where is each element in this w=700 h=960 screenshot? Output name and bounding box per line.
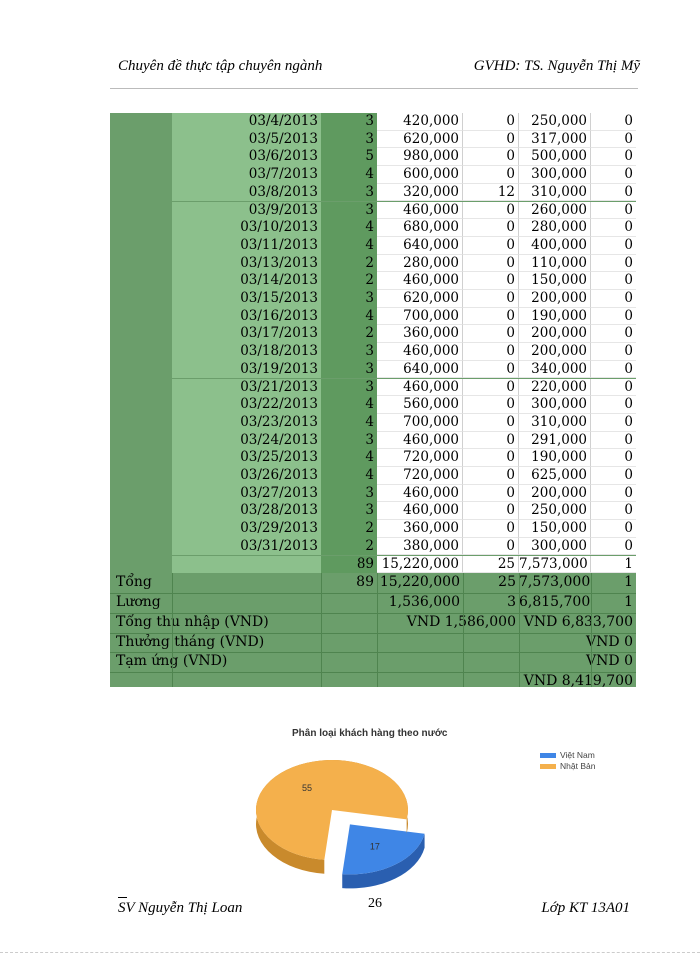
amount-cell: 280,000	[519, 219, 591, 237]
date-cell	[172, 556, 321, 574]
flag-cell: 0	[591, 325, 636, 343]
amount-cell: 150,000	[519, 520, 591, 538]
grid-line	[110, 652, 636, 653]
row-spacer-cell	[110, 308, 172, 326]
grid-line	[519, 573, 520, 687]
date-cell: 03/22/2013	[172, 396, 321, 414]
amount-cell: 250,000	[519, 502, 591, 520]
count-cell: 4	[321, 237, 377, 255]
revenue-cell: 640,000	[377, 361, 463, 379]
qty-cell: 0	[463, 255, 519, 273]
summary-row-advance	[110, 652, 636, 672]
count-cell: 4	[321, 396, 377, 414]
amount-cell: 300,000	[519, 166, 591, 184]
qty-cell: 0	[463, 343, 519, 361]
flag-cell: 0	[591, 272, 636, 290]
row-spacer-cell	[110, 237, 172, 255]
row-spacer-cell	[110, 148, 172, 166]
summary-row-final	[110, 672, 636, 687]
page-bottom-rule	[0, 952, 700, 953]
date-cell: 03/5/2013	[172, 131, 321, 149]
grid-line	[110, 613, 636, 614]
count-cell: 2	[321, 325, 377, 343]
table-row	[110, 166, 636, 184]
count-cell: 3	[321, 432, 377, 450]
advance-value: VND 0	[586, 653, 633, 670]
flag-cell: 0	[591, 396, 636, 414]
qty-cell: 0	[463, 113, 519, 131]
page-number: 26	[368, 896, 382, 911]
pie-svg	[240, 720, 640, 900]
table-row	[110, 113, 636, 131]
summary-row-tong	[110, 573, 636, 593]
table-row	[110, 184, 636, 202]
count-cell: 4	[321, 449, 377, 467]
table-row	[110, 556, 636, 574]
qty-cell: 0	[463, 432, 519, 450]
date-cell: 03/29/2013	[172, 520, 321, 538]
date-cell: 03/11/2013	[172, 237, 321, 255]
count-cell: 2	[321, 538, 377, 556]
row-spacer-cell	[110, 520, 172, 538]
row-spacer-cell	[110, 290, 172, 308]
date-cell: 03/31/2013	[172, 538, 321, 556]
row-spacer-cell	[110, 219, 172, 237]
footer-student: SV Nguyễn Thị Loan	[118, 900, 243, 916]
flag-cell: 0	[591, 308, 636, 326]
qty-cell: 0	[463, 379, 519, 397]
count-cell: 5	[321, 148, 377, 166]
amount-cell: 200,000	[519, 343, 591, 361]
revenue-cell: 280,000	[377, 255, 463, 273]
flag-cell: 0	[591, 166, 636, 184]
grid-line	[377, 573, 378, 687]
legend-item-viet-nam	[540, 750, 595, 761]
amount-cell: 200,000	[519, 325, 591, 343]
amount-cell: 190,000	[519, 449, 591, 467]
revenue-cell: 620,000	[377, 131, 463, 149]
count-cell: 3	[321, 290, 377, 308]
flag-cell: 0	[591, 361, 636, 379]
revenue-cell: 320,000	[377, 184, 463, 202]
date-cell: 03/24/2013	[172, 432, 321, 450]
row-spacer-cell	[110, 255, 172, 273]
table-row	[110, 219, 636, 237]
table-row	[110, 485, 636, 503]
amount-cell: 300,000	[519, 538, 591, 556]
summary-count: 89	[356, 574, 374, 591]
revenue-cell: 460,000	[377, 343, 463, 361]
revenue-cell: 460,000	[377, 432, 463, 450]
row-spacer-cell	[110, 202, 172, 220]
flag-cell: 0	[591, 379, 636, 397]
table-row	[110, 237, 636, 255]
amount-cell: 110,000	[519, 255, 591, 273]
summary-label: Lương	[116, 594, 161, 610]
table-row	[110, 467, 636, 485]
revenue-cell: 460,000	[377, 502, 463, 520]
qty-cell: 0	[463, 131, 519, 149]
row-spacer-cell	[110, 343, 172, 361]
total-income-right: VND 6,833,700	[523, 613, 633, 630]
table-row	[110, 202, 636, 220]
qty-cell: 0	[463, 325, 519, 343]
amount-cell: 340,000	[519, 361, 591, 379]
table-row	[110, 131, 636, 149]
amount-cell: 200,000	[519, 290, 591, 308]
date-cell: 03/25/2013	[172, 449, 321, 467]
date-cell: 03/8/2013	[172, 184, 321, 202]
count-cell: 3	[321, 361, 377, 379]
revenue-cell: 15,220,000	[377, 556, 463, 574]
legend-label-nhat-ban: Nhật Bản	[560, 761, 596, 771]
amount-cell: 291,000	[519, 432, 591, 450]
date-cell: 03/15/2013	[172, 290, 321, 308]
qty-cell: 0	[463, 538, 519, 556]
count-cell: 3	[321, 202, 377, 220]
flag-cell: 0	[591, 290, 636, 308]
header-left-title: Chuyên đề thực tập chuyên ngành	[118, 58, 323, 74]
flag-cell: 0	[591, 538, 636, 556]
table-row	[110, 449, 636, 467]
count-cell: 4	[321, 166, 377, 184]
revenue-cell: 460,000	[377, 485, 463, 503]
revenue-cell: 980,000	[377, 148, 463, 166]
qty-cell: 0	[463, 237, 519, 255]
count-cell: 3	[321, 379, 377, 397]
amount-cell: 400,000	[519, 237, 591, 255]
table-row	[110, 538, 636, 556]
count-cell: 2	[321, 520, 377, 538]
grid-line	[110, 672, 636, 673]
date-cell: 03/17/2013	[172, 325, 321, 343]
table-row	[110, 432, 636, 450]
grid-line	[110, 593, 636, 594]
amount-cell: 260,000	[519, 202, 591, 220]
row-spacer-cell	[110, 502, 172, 520]
grid-line	[591, 573, 592, 687]
qty-cell: 0	[463, 502, 519, 520]
table-row	[110, 361, 636, 379]
date-cell: 03/21/2013	[172, 379, 321, 397]
revenue-cell: 460,000	[377, 379, 463, 397]
row-spacer-cell	[110, 184, 172, 202]
count-cell: 3	[321, 343, 377, 361]
salary-amount: 6,815,700	[519, 594, 591, 610]
flag-cell: 0	[591, 113, 636, 131]
salary-revenue: 1,536,000	[388, 594, 460, 610]
qty-cell: 0	[463, 308, 519, 326]
count-cell: 4	[321, 467, 377, 485]
summary-label: Tạm ứng (VND)	[116, 653, 228, 670]
amount-cell: 150,000	[519, 272, 591, 290]
footer-mark	[118, 897, 127, 898]
amount-cell: 250,000	[519, 113, 591, 131]
date-cell: 03/26/2013	[172, 467, 321, 485]
table-row	[110, 343, 636, 361]
summary-label: Tổng	[116, 574, 152, 591]
row-spacer-cell	[110, 379, 172, 397]
table-row	[110, 520, 636, 538]
salary-flag: 1	[624, 594, 633, 610]
row-spacer-cell	[110, 556, 172, 574]
flag-cell: 0	[591, 184, 636, 202]
count-cell: 4	[321, 308, 377, 326]
grid-line	[463, 573, 464, 687]
summary-revenue: 15,220,000	[379, 574, 460, 591]
revenue-cell: 720,000	[377, 467, 463, 485]
amount-cell: 220,000	[519, 379, 591, 397]
row-spacer-cell	[110, 113, 172, 131]
qty-cell: 0	[463, 166, 519, 184]
row-spacer-cell	[110, 432, 172, 450]
flag-cell: 0	[591, 255, 636, 273]
flag-cell: 1	[591, 556, 636, 574]
legend-swatch-viet-nam	[540, 753, 556, 758]
flag-cell: 0	[591, 131, 636, 149]
header-rule	[110, 88, 638, 89]
date-cell: 03/9/2013	[172, 202, 321, 220]
qty-cell: 0	[463, 148, 519, 166]
summary-flag: 1	[624, 574, 633, 591]
amount-cell: 500,000	[519, 148, 591, 166]
amount-cell: 625,000	[519, 467, 591, 485]
flag-cell: 0	[591, 502, 636, 520]
pie-label-viet-nam: 17	[369, 841, 380, 852]
grid-line	[321, 573, 322, 687]
table-row	[110, 379, 636, 397]
qty-cell: 0	[463, 520, 519, 538]
count-cell: 4	[321, 414, 377, 432]
flag-cell: 0	[591, 432, 636, 450]
revenue-cell: 640,000	[377, 237, 463, 255]
flag-cell: 0	[591, 467, 636, 485]
qty-cell: 12	[463, 184, 519, 202]
header-right-advisor: GVHD: TS. Nguyễn Thị Mỹ	[473, 58, 640, 74]
salary-qty: 3	[507, 594, 516, 610]
qty-cell: 0	[463, 202, 519, 220]
table-row	[110, 414, 636, 432]
row-spacer-cell	[110, 538, 172, 556]
qty-cell: 0	[463, 467, 519, 485]
count-cell: 3	[321, 184, 377, 202]
count-cell: 3	[321, 502, 377, 520]
row-spacer-cell	[110, 272, 172, 290]
count-cell: 2	[321, 272, 377, 290]
count-cell: 2	[321, 255, 377, 273]
count-cell: 3	[321, 131, 377, 149]
revenue-cell: 380,000	[377, 538, 463, 556]
summary-amount: 7,573,000	[519, 574, 591, 591]
table-row	[110, 290, 636, 308]
date-cell: 03/13/2013	[172, 255, 321, 273]
count-cell: 3	[321, 113, 377, 131]
footer-class: Lớp KT 13A01	[541, 900, 630, 916]
revenue-cell: 360,000	[377, 325, 463, 343]
grid-line	[172, 573, 173, 687]
qty-cell: 0	[463, 290, 519, 308]
summary-label: Tổng thu nhập (VND)	[116, 613, 269, 630]
revenue-cell: 360,000	[377, 520, 463, 538]
revenue-cell: 680,000	[377, 219, 463, 237]
amount-cell: 190,000	[519, 308, 591, 326]
flag-cell: 0	[591, 485, 636, 503]
amount-cell: 7,573,000	[519, 556, 591, 574]
flag-cell: 0	[591, 237, 636, 255]
row-spacer-cell	[110, 325, 172, 343]
table-row	[110, 502, 636, 520]
date-cell: 03/6/2013	[172, 148, 321, 166]
date-cell: 03/27/2013	[172, 485, 321, 503]
final-value: VND 8,419,700	[523, 673, 633, 687]
flag-cell: 0	[591, 148, 636, 166]
row-spacer-cell	[110, 467, 172, 485]
legend-item-nhat-ban	[540, 761, 595, 772]
revenue-cell: 420,000	[377, 113, 463, 131]
flag-cell: 0	[591, 520, 636, 538]
flag-cell: 0	[591, 414, 636, 432]
amount-cell: 200,000	[519, 485, 591, 503]
date-cell: 03/7/2013	[172, 166, 321, 184]
date-cell: 03/18/2013	[172, 343, 321, 361]
table-row	[110, 396, 636, 414]
qty-cell: 0	[463, 272, 519, 290]
total-income-mid: VND 1,586,000	[406, 613, 516, 630]
revenue-cell: 560,000	[377, 396, 463, 414]
row-spacer-cell	[110, 166, 172, 184]
qty-cell: 0	[463, 396, 519, 414]
summary-qty: 25	[498, 574, 516, 591]
summary-row-bonus	[110, 633, 636, 653]
qty-cell: 0	[463, 414, 519, 432]
table-row	[110, 148, 636, 166]
amount-cell: 300,000	[519, 396, 591, 414]
table-row	[110, 325, 636, 343]
date-cell: 03/23/2013	[172, 414, 321, 432]
date-cell: 03/28/2013	[172, 502, 321, 520]
legend-label-viet-nam: Việt Nam	[560, 750, 595, 760]
summary-row-luong	[110, 593, 636, 613]
count-cell: 3	[321, 485, 377, 503]
qty-cell: 25	[463, 556, 519, 574]
grid-line	[110, 633, 636, 634]
legend-swatch-nhat-ban	[540, 764, 556, 769]
pie-label-nhat-ban: 55	[302, 782, 313, 793]
row-spacer-cell	[110, 414, 172, 432]
amount-cell: 317,000	[519, 131, 591, 149]
date-cell: 03/16/2013	[172, 308, 321, 326]
date-cell: 03/4/2013	[172, 113, 321, 131]
income-table	[110, 113, 636, 687]
revenue-cell: 460,000	[377, 202, 463, 220]
customer-pie-chart	[240, 720, 640, 900]
qty-cell: 0	[463, 219, 519, 237]
summary-row-total-income	[110, 613, 636, 633]
row-spacer-cell	[110, 396, 172, 414]
table-row	[110, 272, 636, 290]
summary-label: Thưởng tháng (VND)	[116, 633, 265, 650]
count-cell: 89	[321, 556, 377, 574]
revenue-cell: 460,000	[377, 272, 463, 290]
revenue-cell: 700,000	[377, 308, 463, 326]
qty-cell: 0	[463, 449, 519, 467]
table-row	[110, 255, 636, 273]
row-spacer-cell	[110, 131, 172, 149]
revenue-cell: 700,000	[377, 414, 463, 432]
date-cell: 03/14/2013	[172, 272, 321, 290]
date-cell: 03/19/2013	[172, 361, 321, 379]
bonus-value: VND 0	[586, 633, 633, 650]
revenue-cell: 720,000	[377, 449, 463, 467]
revenue-cell: 620,000	[377, 290, 463, 308]
chart-title: Phân loại khách hàng theo nước	[292, 728, 448, 739]
row-spacer-cell	[110, 449, 172, 467]
row-spacer-cell	[110, 361, 172, 379]
amount-cell: 310,000	[519, 414, 591, 432]
flag-cell: 0	[591, 343, 636, 361]
qty-cell: 0	[463, 485, 519, 503]
flag-cell: 0	[591, 202, 636, 220]
amount-cell: 310,000	[519, 184, 591, 202]
count-cell: 4	[321, 219, 377, 237]
row-spacer-cell	[110, 485, 172, 503]
revenue-cell: 600,000	[377, 166, 463, 184]
flag-cell: 0	[591, 219, 636, 237]
page-footer	[118, 896, 630, 922]
qty-cell: 0	[463, 361, 519, 379]
chart-legend	[540, 750, 595, 772]
page-header	[118, 58, 640, 80]
date-cell: 03/10/2013	[172, 219, 321, 237]
table-row	[110, 308, 636, 326]
flag-cell: 0	[591, 449, 636, 467]
